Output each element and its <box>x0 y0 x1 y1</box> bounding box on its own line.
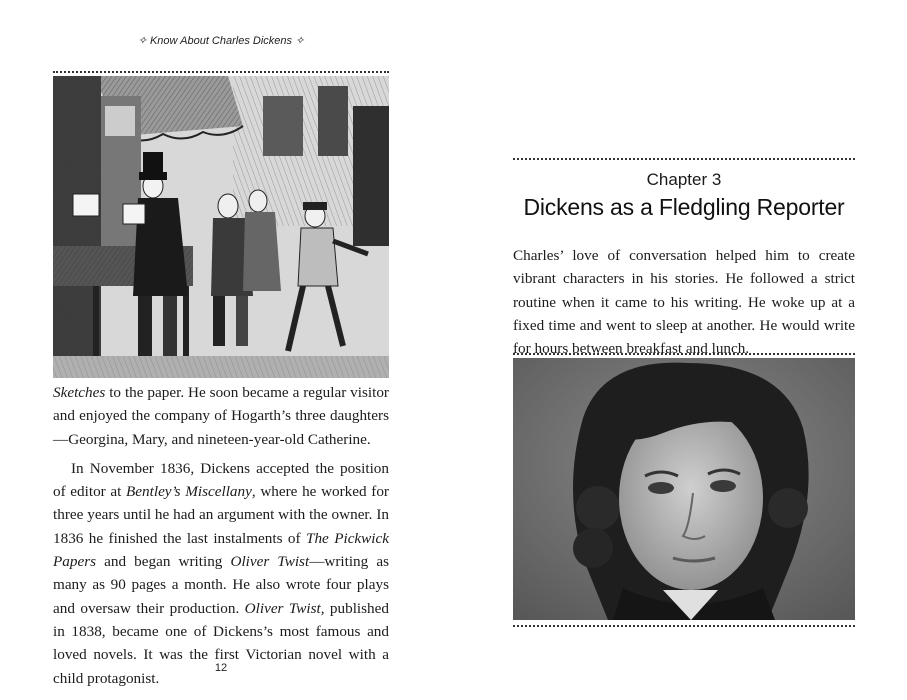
portrait-top-dotted-rule <box>513 353 855 355</box>
paragraph-routine: Charles’ love of conversation helped him to create vibrant characters in his stories. He followed a strict routine when it came to his writing. He woke up at a fixed time and went to sleep at another. He would write for hours between breakfast and lunch. <box>513 247 855 358</box>
paragraph-november-1836 <box>53 457 389 690</box>
street-scene-illustration <box>53 76 389 378</box>
italic-title: Sketches <box>53 384 106 401</box>
chapter-label: Chapter 3 <box>646 170 722 189</box>
text-run: , where he worked for three years until he had an argument with the owner. In 1836 he finished the last instalments of <box>53 483 389 547</box>
chapter-title: Dickens as a Fledgling Reporter <box>523 194 845 220</box>
italic-title: Oliver Twist, <box>244 599 325 617</box>
portrait-bottom-dotted-rule <box>513 625 855 627</box>
chapter-top-dotted-rule <box>513 158 855 160</box>
text-run: —writing as many as 90 pages a month. He also wrote four plays and oversaw their production. <box>53 553 389 617</box>
text-run: and began writing <box>96 553 231 571</box>
running-header: ✧ Know About Charles Dickens ✧ <box>137 35 305 47</box>
top-dotted-rule <box>53 71 389 73</box>
right-page <box>453 0 907 700</box>
page-number: 12 <box>214 662 228 674</box>
left-body-text <box>53 381 389 690</box>
italic-title: Bentley’s Miscellany <box>126 483 252 501</box>
left-page <box>0 0 453 700</box>
paragraph-text: to the paper. He soon became a regular visitor and enjoyed the company of Hogarth’s three daughters—Georgina, Mary, and nineteen-year-old Catherine. <box>53 384 389 448</box>
italic-title: The Pickwick Papers <box>53 529 390 571</box>
italic-title: Oliver Twist <box>230 553 310 571</box>
text-run: published in 1838, became one of Dickens’s most famous and loved novels. It was the first Victorian novel with a child protagonist. <box>53 599 389 687</box>
right-body-text <box>513 244 855 360</box>
dickens-portrait <box>513 358 855 620</box>
paragraph-continuation <box>53 381 389 451</box>
text-run: In November 1836, Dickens accepted the position of editor at <box>53 459 389 501</box>
